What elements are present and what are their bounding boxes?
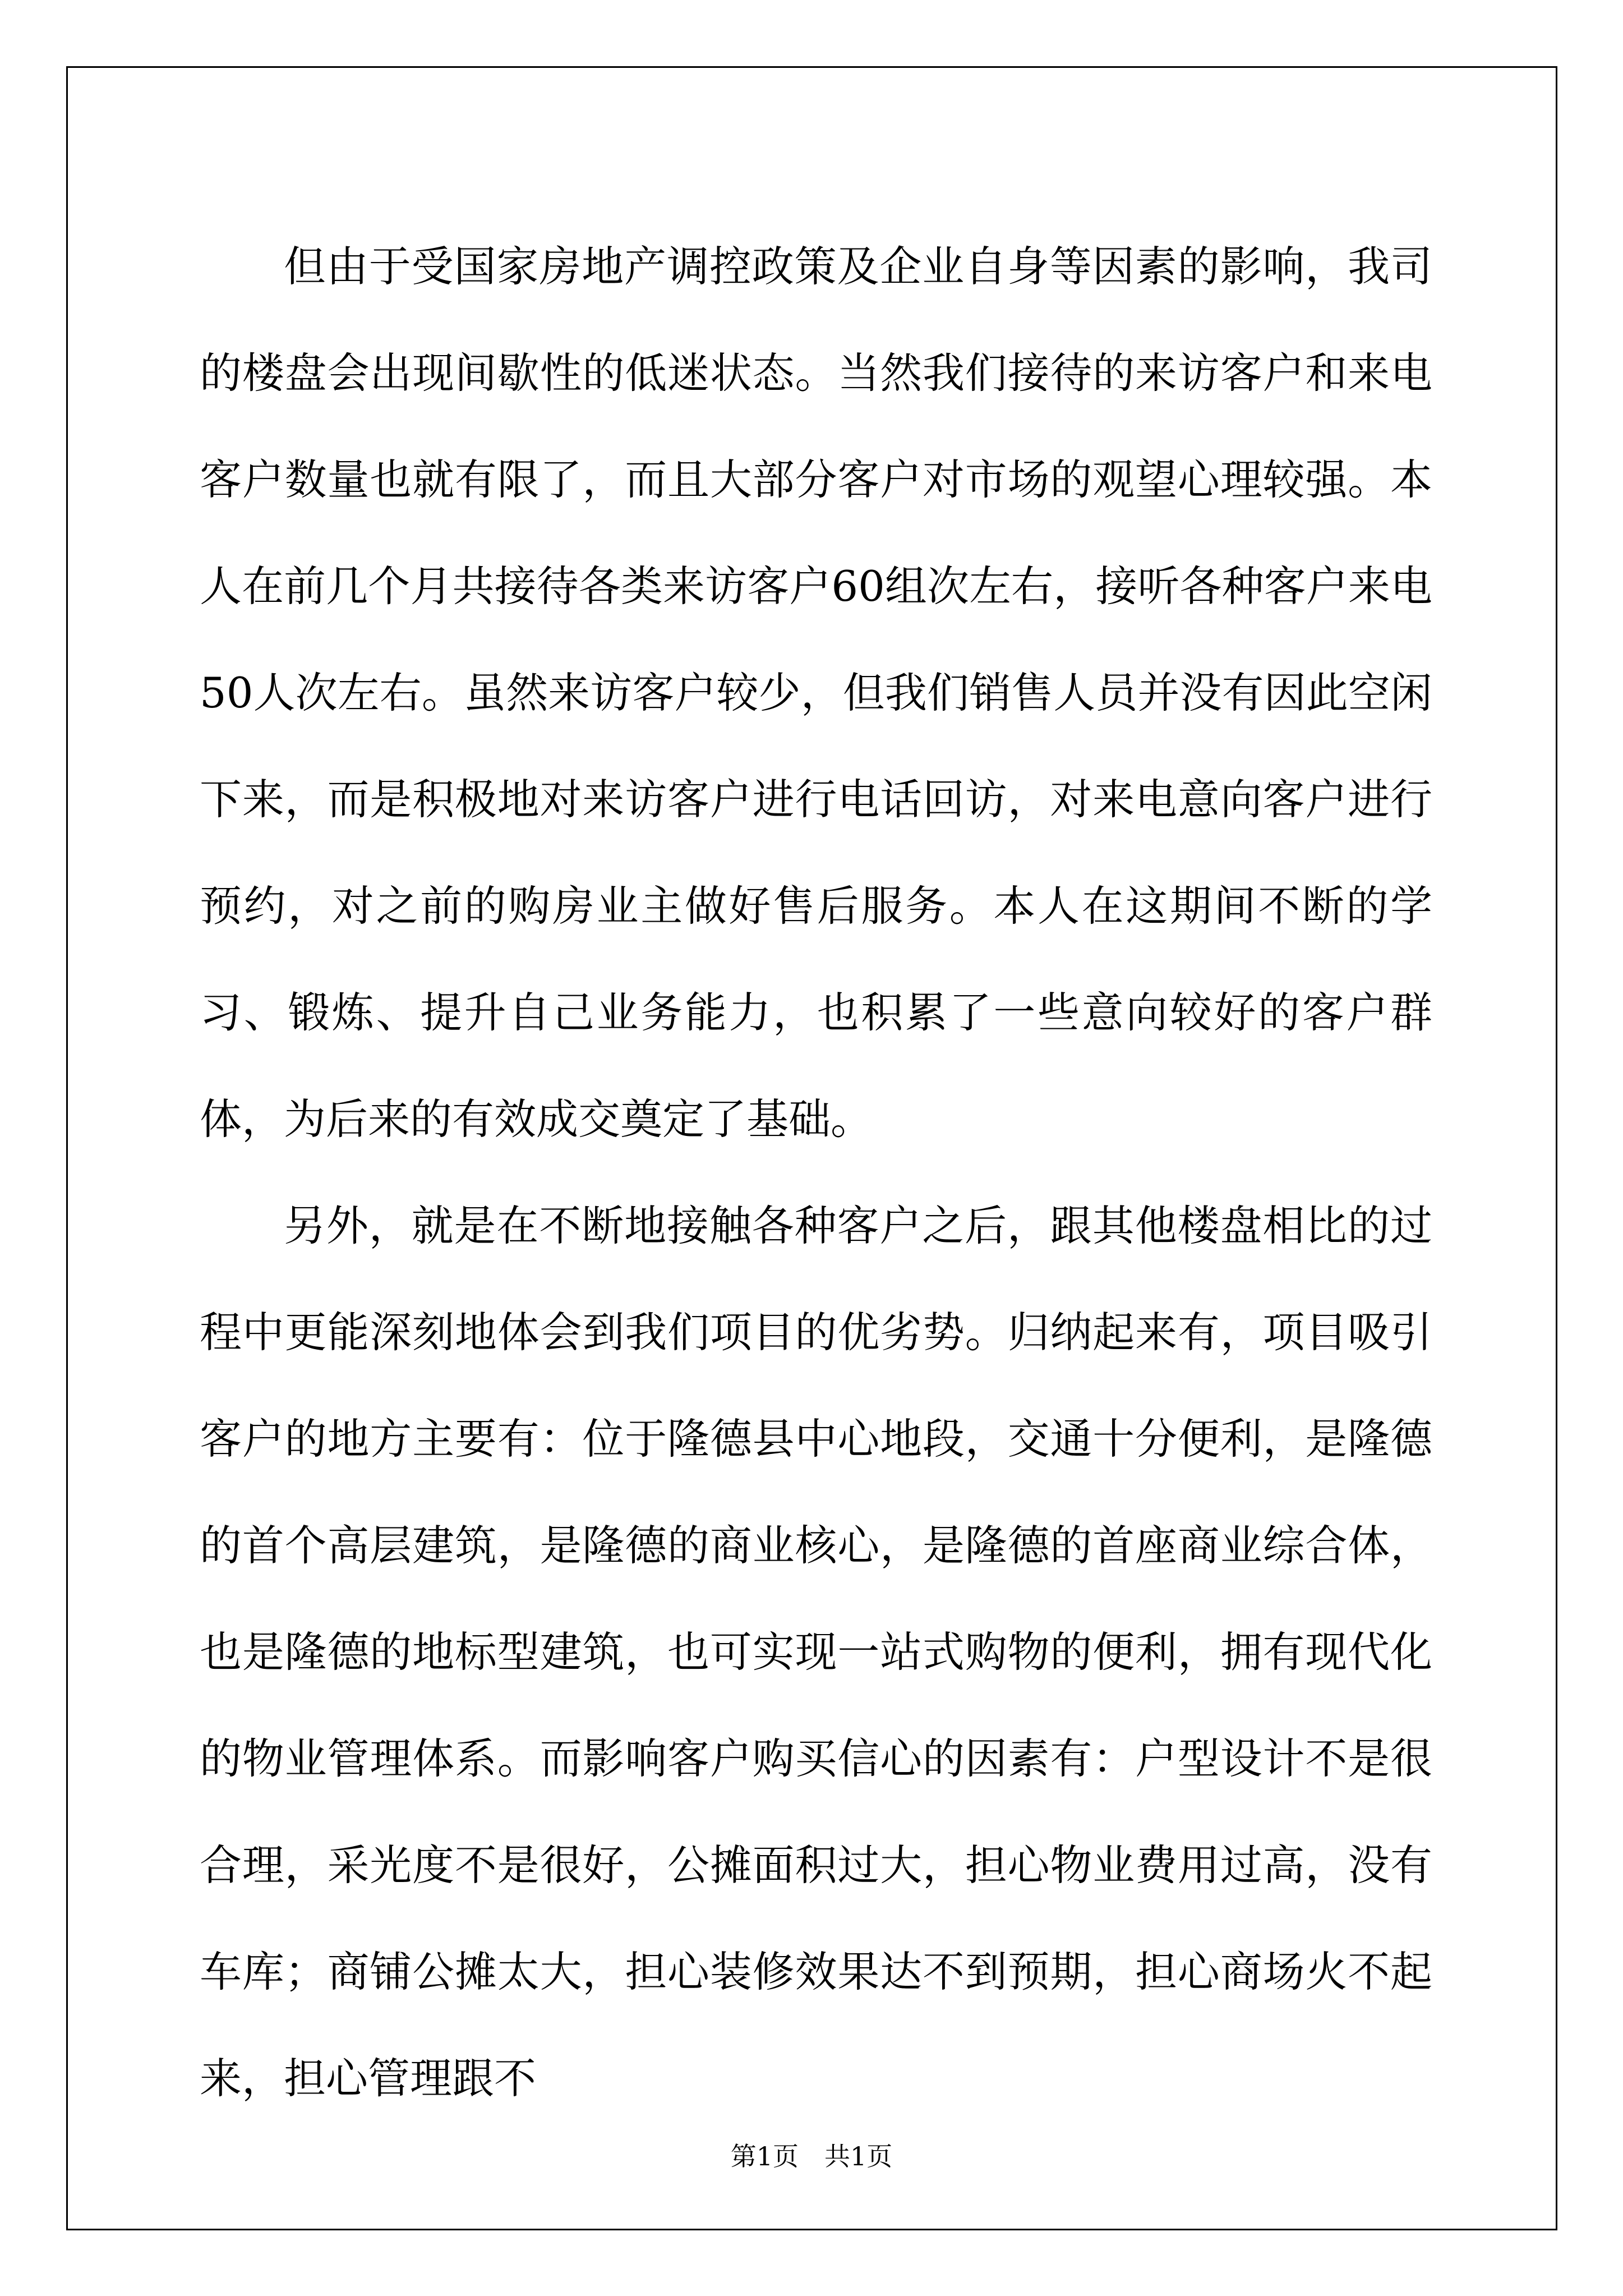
document-body (200, 213, 1432, 2132)
page-footer: 第1页 共1页 (730, 2141, 893, 2171)
paragraph-2: 另外，就是在不断地接触各种客户之后，跟其他楼盘相比的过程中更能深刻地体会到我们项目的优劣势。归纳起来有，项目吸引客户的地方主要有：位于隆德县中心地段，交通十分便利，是隆德的首个高层建筑，是隆德的商业核心，是隆德的首座商业综合体，也是隆德的地标型建筑，也可实现一站式购物的便利，拥有现代化的物业管理体系。而影响客户购买信心的因素有：户型设计不是很合理，采光度不是很好，公摊面积过大，担心物业费用过高，没有车库；商铺公摊太大，担心装修效果达不到预期，担心商场火不起来，担心管理跟不 (200, 1201, 1432, 2103)
paragraph-1: 但由于受国家房地产调控政策及企业自身等因素的影响，我司的楼盘会出现间歇性的低迷状态。当然我们接待的来访客户和来电客户数量也就有限了，而且大部分客户对市场的观望心理较强。本人在前几个月共接待各类来访客户60组次左右，接听各种客户来电50人次左右。虽然来访客户较少，但我们销售人员并没有因此空闲下来，而是积极地对来访客户进行电话回访，对来电意向客户进行预约，对之前的购房业主做好售后服务。本人在这期间不断的学习、锻炼、提升自己业务能力，也积累了一些意向较好的客户群体，为后来的有效成交奠定了基础。 (200, 242, 1432, 1144)
